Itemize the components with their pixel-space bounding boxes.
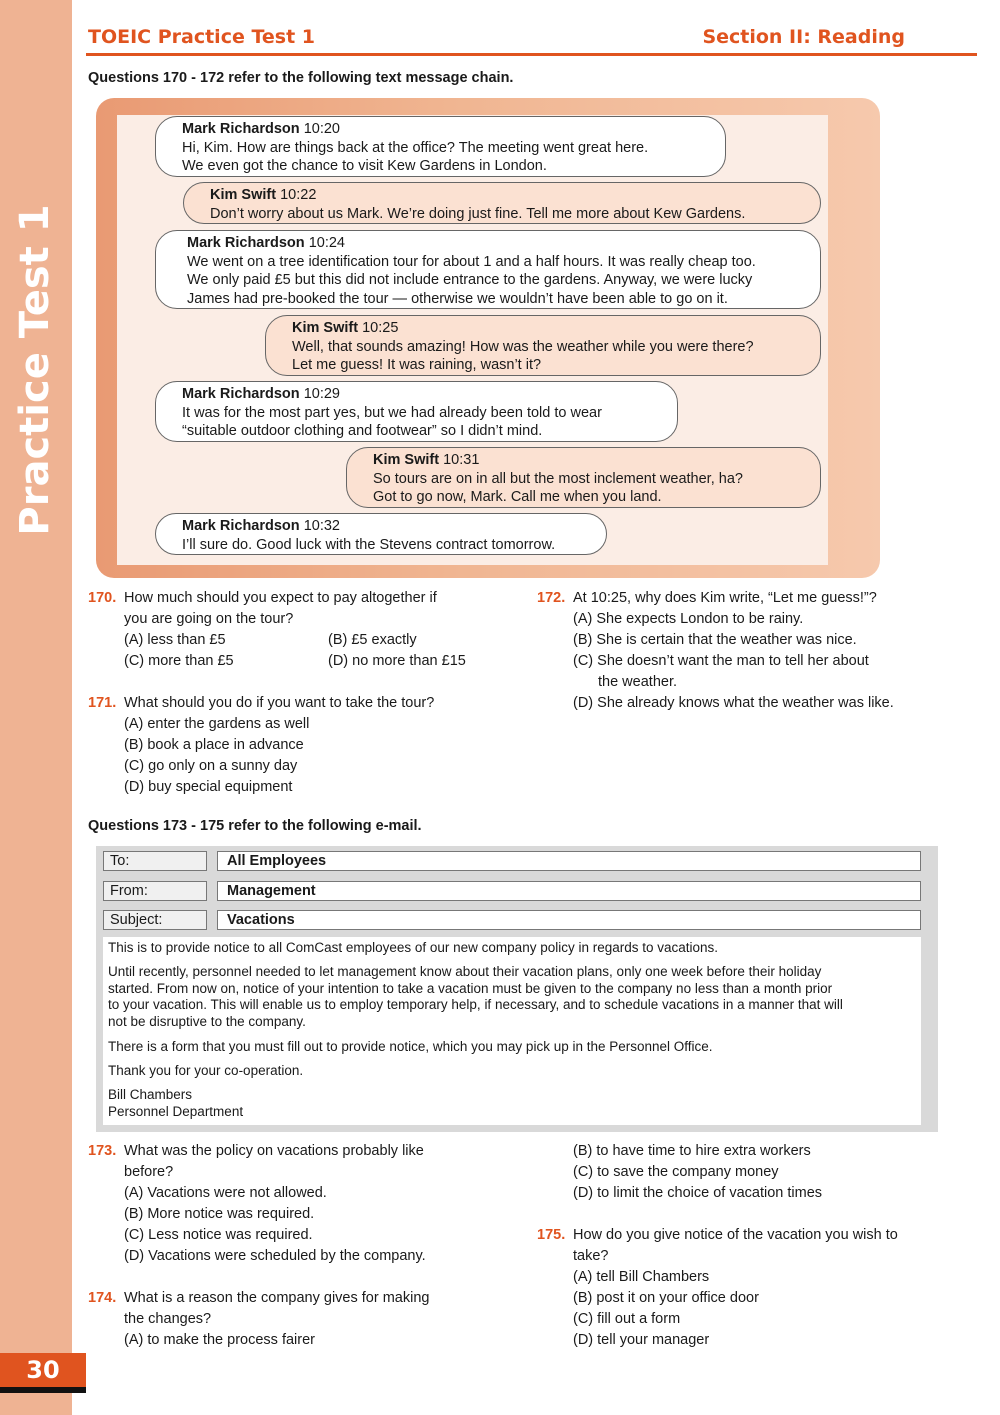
answer-option[interactable]: (B) book a place in advance [124,737,304,753]
question-174-continued [573,1141,933,1204]
question-172 [537,588,947,714]
email-line: Personnel Department [108,1103,244,1119]
answer-option[interactable]: (C) to save the company money [573,1164,779,1180]
answer-option-continued: the weather. [598,674,677,690]
message-bubble [155,381,678,442]
question-number: 173. [88,1143,117,1159]
part1-intro: Questions 170 - 172 refer to the following text message chain. [88,70,514,86]
email-paragraph [108,1039,916,1056]
email-subject-field[interactable]: Vacations [217,910,921,930]
email-window [96,846,938,1132]
message-time: 10:29 [303,386,340,402]
question-175 [537,1225,947,1351]
question-text: At 10:25, why does Kim write, “Let me guess!”? [573,590,877,606]
email-line: to your vacation. This will enable us to employ temporary help, if necessary, and to schedule vacations in a manner that will [108,997,843,1012]
question-text: What is a reason the company gives for making [124,1290,430,1306]
email-to-label: To: [103,851,207,871]
part2-intro: Questions 173 - 175 refer to the following e-mail. [88,818,422,834]
message-sender: Mark Richardson [187,235,305,251]
email-paragraph [108,940,916,957]
email-paragraph [108,1063,916,1080]
answer-option[interactable]: (B) She is certain that the weather was nice. [573,632,857,648]
question-171 [88,693,508,798]
message-bubble [265,315,821,376]
email-line: This is to provide notice to all ComCast employees of our new company policy in regards to vacations. [108,940,719,955]
email-body [103,937,921,1125]
answer-option[interactable]: (C) Less notice was required. [124,1227,313,1243]
page-number-underline [0,1387,86,1393]
message-line: I’ll sure do. Good luck with the Stevens contract tomorrow. [182,536,556,553]
answer-option[interactable]: (D) Vacations were scheduled by the company. [124,1248,426,1264]
page-number: 30 [0,1353,86,1387]
message-sender: Mark Richardson [182,121,300,137]
message-sender: Kim Swift [373,452,440,468]
answer-option[interactable]: (A) less than £5 [124,632,226,648]
message-bubble [155,513,607,555]
question-text: What was the policy on vacations probably like [124,1143,424,1159]
question-number: 174. [88,1290,117,1306]
email-subject-label: Subject: [103,910,207,930]
question-text: the changes? [124,1311,212,1327]
message-line: We even got the chance to visit Kew Gardens in London. [182,158,547,174]
message-line: Got to go now, Mark. Call me when you land. [373,489,662,505]
message-bubble [155,230,821,309]
email-to-field[interactable]: All Employees [217,851,921,871]
message-time: 10:32 [303,518,340,534]
answer-option[interactable]: (D) to limit the choice of vacation times [573,1185,823,1201]
message-line: Hi, Kim. How are things back at the office? The meeting went great here. [182,139,649,156]
email-paragraph [108,964,916,1030]
message-line: Don’t worry about us Mark. We’re doing just fine. Tell me more about Kew Gardens. [210,205,746,222]
message-line: James had pre-booked the tour — otherwise we wouldn’t have been able to go on it. [187,290,728,307]
answer-option[interactable]: (C) more than £5 [124,653,234,669]
sidebar-label: Practice Test 1 [12,204,58,536]
header-title: TOEIC Practice Test 1 [88,26,316,48]
answer-option[interactable]: (D) no more than £15 [328,653,466,669]
question-174 [88,1288,508,1351]
question-170 [88,588,508,678]
message-sender: Mark Richardson [182,518,300,534]
answer-option[interactable]: (B) post it on your office door [573,1290,759,1306]
answer-option[interactable]: (C) go only on a sunny day [124,758,298,774]
email-from-label: From: [103,881,207,901]
message-time: 10:31 [443,452,480,468]
question-number: 171. [88,695,117,711]
message-line: “suitable outdoor clothing and footwear” so I didn’t mind. [182,423,543,439]
email-line: not be disruptive to the company. [108,1013,306,1029]
answer-option[interactable]: (B) to have time to hire extra workers [573,1143,811,1159]
email-line: Until recently, personnel needed to let management know about their vacation plans, only one week before their holiday [108,964,822,979]
sidebar [0,0,72,1415]
email-signature [108,1087,916,1120]
question-text: How do you give notice of the vacation you wish to [573,1227,898,1243]
header-section: Section II: Reading [702,26,905,48]
message-bubble [183,182,821,224]
answer-option[interactable]: (B) £5 exactly [328,632,417,648]
message-time: 10:24 [308,235,345,251]
question-number: 170. [88,590,117,606]
answer-option[interactable]: (A) She expects London to be rainy. [573,611,804,627]
question-text: How much should you expect to pay altogether if [124,590,437,606]
message-line: We only paid £5 but this did not include entrance to the gardens. Anyway, we were lucky [187,272,753,288]
email-line: Bill Chambers [108,1087,193,1102]
question-text: What should you do if you want to take the tour? [124,695,435,711]
email-line: started. From now on, notice of your intention to take a vacation must be given to the company no less than a month prior [108,980,833,996]
answer-option[interactable]: (A) enter the gardens as well [124,716,310,732]
question-173 [88,1141,508,1267]
message-bubble [155,116,726,177]
message-sender: Kim Swift [210,187,277,203]
question-text: before? [124,1164,174,1180]
message-sender: Mark Richardson [182,386,300,402]
answer-option[interactable]: (A) to make the process fairer [124,1332,315,1348]
message-time: 10:20 [303,121,340,137]
email-line: Thank you for your co-operation. [108,1063,304,1078]
message-bubble [346,447,821,508]
answer-option[interactable]: (C) fill out a form [573,1311,681,1327]
answer-option[interactable]: (D) buy special equipment [124,779,293,795]
header-rule [86,53,977,56]
email-line: There is a form that you must fill out to provide notice, which you may pick up in the Personnel Office. [108,1039,713,1054]
message-time: 10:25 [362,320,399,336]
question-number: 175. [537,1227,566,1243]
question-number: 172. [537,590,566,606]
message-line: Well, that sounds amazing! How was the weather while you were there? [292,338,754,355]
message-line: It was for the most part yes, but we had already been told to wear [182,404,602,421]
message-sender: Kim Swift [292,320,359,336]
question-text: take? [573,1248,609,1264]
question-text: you are going on the tour? [124,611,294,627]
message-line: So tours are on in all but the most inclement weather, ha? [373,470,743,487]
message-line: We went on a tree identification tour for about 1 and a half hours. It was really cheap too. [187,253,756,270]
email-from-field[interactable]: Management [217,881,921,901]
message-line: Let me guess! It was raining, wasn’t it? [292,357,542,373]
answer-option[interactable]: (D) tell your manager [573,1332,710,1348]
message-time: 10:22 [280,187,317,203]
answer-option[interactable]: (B) More notice was required. [124,1206,315,1222]
answer-option[interactable]: (C) She doesn’t want the man to tell her about [573,653,869,669]
answer-option[interactable]: (A) tell Bill Chambers [573,1269,710,1285]
answer-option[interactable]: (A) Vacations were not allowed. [124,1185,327,1201]
answer-option[interactable]: (D) She already knows what the weather was like. [573,695,894,711]
